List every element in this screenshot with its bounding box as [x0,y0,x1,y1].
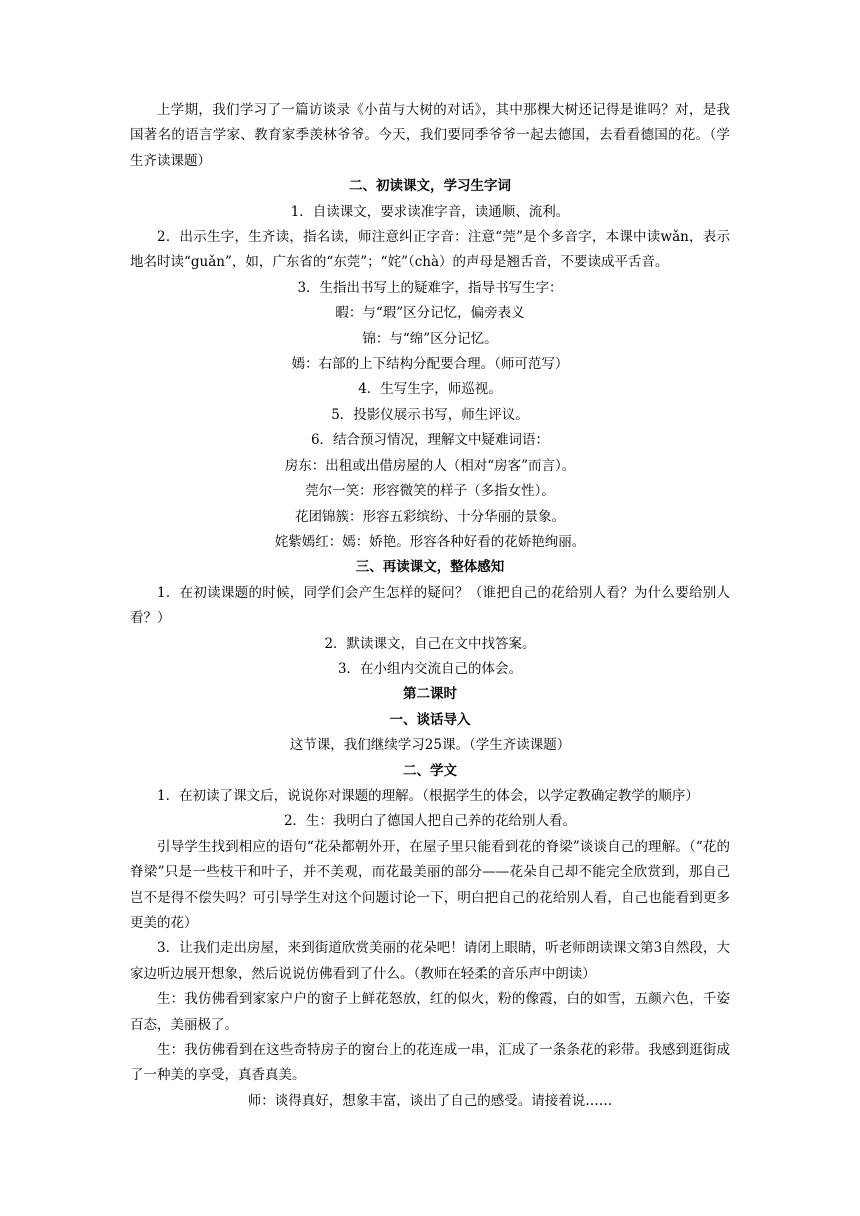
lesson-two-heading: 第二课时 [403,686,457,703]
vocab-fangdong: 房东：出租或出借房屋的人（相对“房客”而言）。 [284,457,576,474]
step-write-words: 4．生写生字，师巡视。 [358,381,502,398]
step-question: 1．在初读课题的时候，同学们会产生怎样的疑问？（谁把自己的花给别人看？为什么要给别人看？） [130,584,730,627]
writing-note-jin: 锦：与“绵”区分记忆。 [362,330,498,347]
intro-paragraph: 上学期，我们学习了一篇访谈录《小苗与大树的对话》，其中那棵大树还记得是谁吗？对，是我国著名的语言学家、教育家季羡林爷爷。今天，我们要同季爷爷一起去德国，去看看德国的花。（学生齐读课题） [130,102,730,169]
section-heading-first-reading: 二、初读课文，学习生字词 [349,178,511,195]
section-heading-reread: 三、再读课文，整体感知 [355,559,505,576]
student-answer-1: 生：我仿佛看到家家户户的窗子上鲜花怒放，红的似火，粉的像霞，白的如雪，五颜六色，千姿百态，美丽极了。 [130,991,730,1033]
step-vocabulary: 6．结合预习情况，理解文中疑难词语： [310,432,550,449]
study-step-2-guide: 引导学生找到相应的语句“花朵都朝外开，在屋子里只能看到花的脊梁”谈谈自己的理解。（“花的脊梁”只是一些枝干和叶子，并不美观，而花最美丽的部分——花朵自己却不能完全欣赏到，那自己岂不是得不偿失吗？可引导学生对这个问题讨论一下，明白把自己的花给别人看，自己也能看到更多更美的花） [130,838,730,931]
section-heading-study: 二、学文 [403,762,457,779]
student-answer-2: 生：我仿佛看到在这些奇特房子的窗台上的花连成一串，汇成了一条条花的彩带。我感到逛街成了一种美的享受，真香真美。 [130,1042,730,1084]
step-writing: 3．生指出书写上的疑难字，指导书写生字： [297,279,563,296]
document-body [130,98,730,1114]
lesson-two-intro: 这节课，我们继续学习25课。（学生齐读课题） [289,737,571,754]
vocab-chazi: 姹紫嫣红：嫣：娇艳。形容各种好看的花娇艳绚丽。 [274,533,586,550]
vocab-huatuan: 花团锦簇：形容五彩缤纷、十分华丽的景象。 [295,508,565,525]
vocab-waner: 莞尔一笑：形容微笑的样子（多指女性）。 [305,483,555,500]
step-silent-reading: 2．默读课文，自己在文中找答案。 [324,635,536,652]
step-projector: 5．投影仪展示书写，师生评议。 [331,406,529,423]
step-read-text: 1．自读课文，要求读准字音，读通顺、流利。 [290,203,570,220]
writing-note-yan: 嫣：右部的上下结构分配要合理。（师可范写） [291,356,569,373]
teacher-comment: 师：谈得真好，想象丰富，谈出了自己的感受。请接着说…… [247,1092,613,1109]
study-step-1: 1．在初读了课文后，说说你对课题的理解。（根据学生的体会，以学定教确定教学的顺序） [157,787,699,804]
study-step-2: 2．生：我明白了德国人把自己养的花给别人看。 [283,813,577,830]
step-group-share: 3．在小组内交流自己的体会。 [337,660,523,677]
writing-note-xia: 暇：与“瑕”区分记忆，偏旁表义 [335,305,525,322]
study-step-3: 3．让我们走出房屋，来到街道欣赏美丽的花朵吧！请闭上眼睛，听老师朗读课文第3自然段，大家边听边展开想象，然后说说仿佛看到了什么。（教师在轻柔的音乐声中朗读） [130,940,730,982]
step-new-words: 2．出示生字，生齐读，指名读，师注意纠正字音：注意“莞”是个多音字，本课中读wǎn，表示地名时读“guǎn”，如，广东省的“东莞”；“姹”（chà）的声母是翘舌音，不要读成平舌音。 [130,229,730,271]
section-heading-intro: 一、谈话导入 [389,711,471,728]
